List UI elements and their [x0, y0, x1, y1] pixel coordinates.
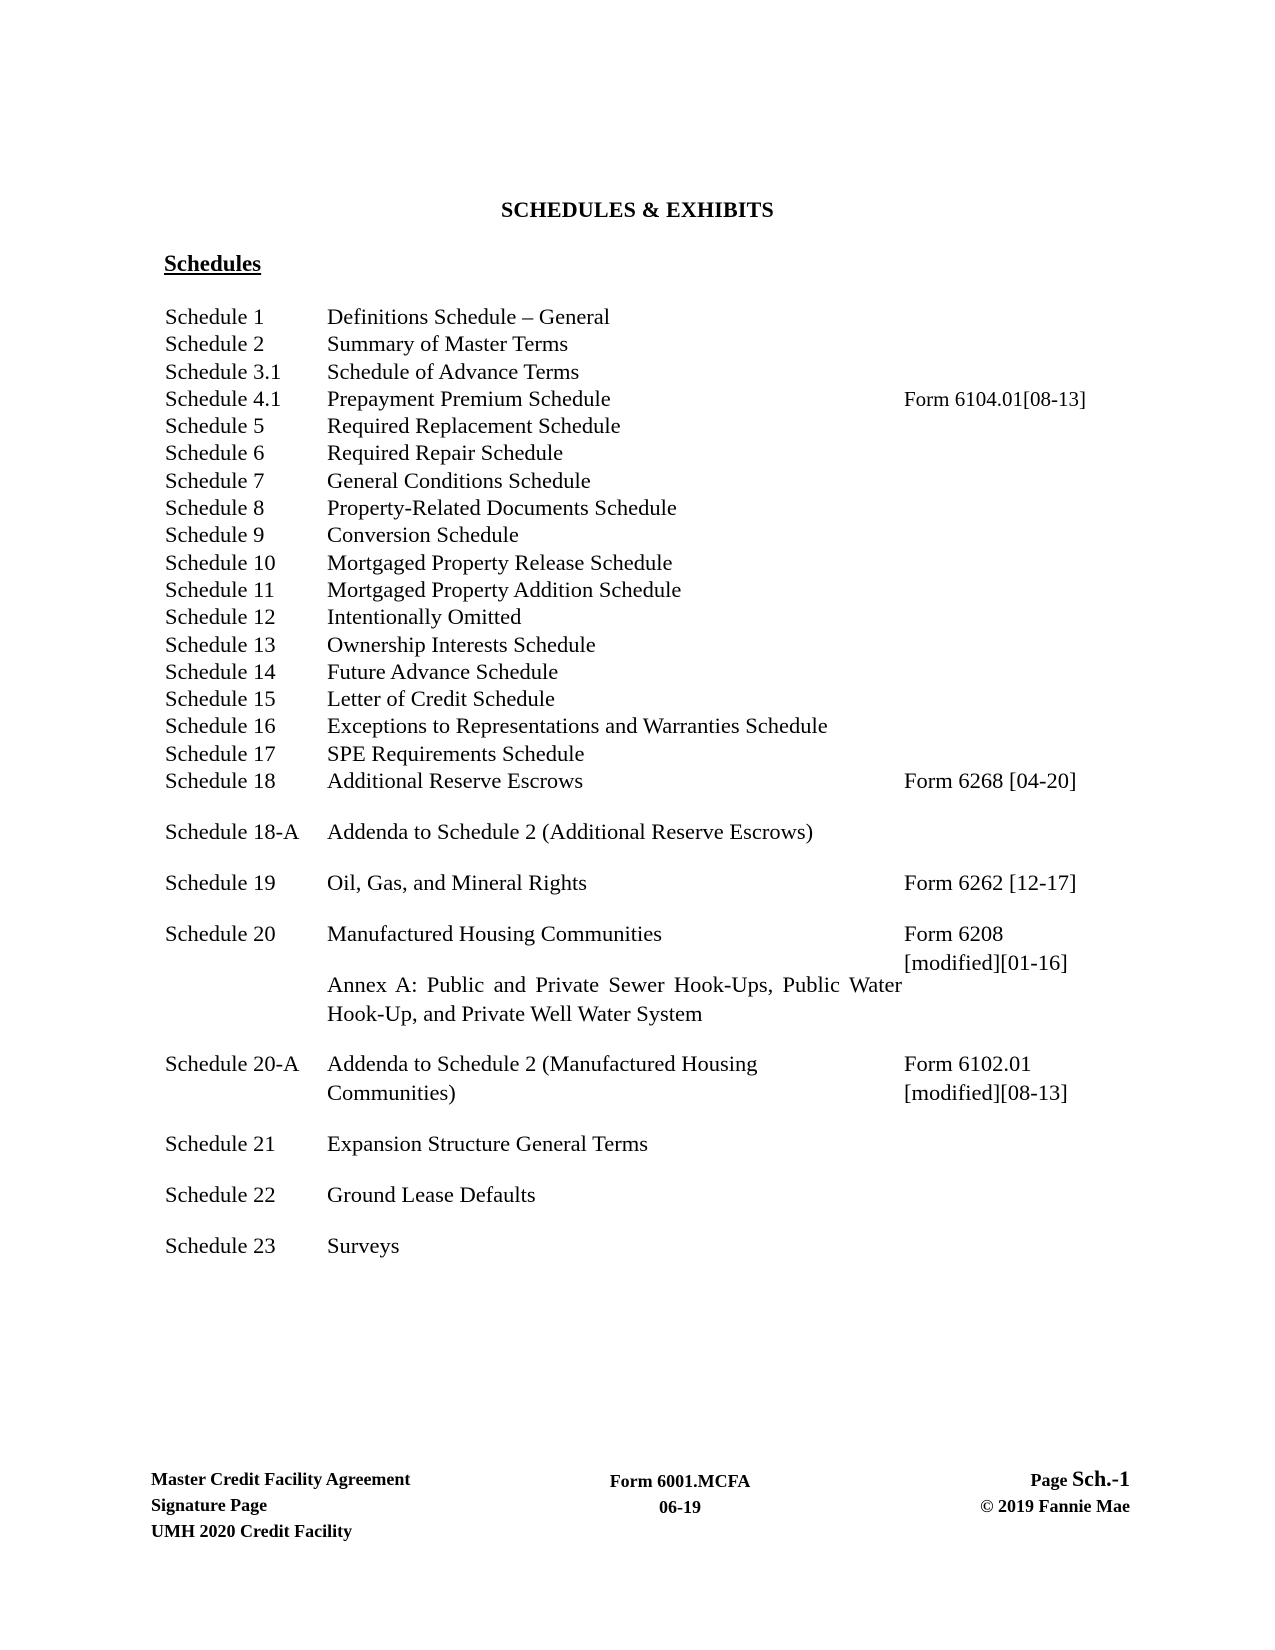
- list-item: [0, 1181, 1275, 1232]
- schedule-description: Summary of Master Terms: [327, 331, 569, 357]
- annex-description: Annex A: Public and Private Sewer Hook-Ups, Public Water Hook-Up, and Private Well Water System: [327, 972, 902, 1026]
- list-item: [0, 412, 1275, 439]
- schedule-description: Conversion Schedule: [327, 522, 519, 548]
- schedule-number: Schedule 10: [165, 549, 276, 575]
- footer-page-number: Sch.-1: [1071, 1466, 1130, 1491]
- schedule-number: Schedule 12: [165, 604, 276, 630]
- schedule-number: Schedule 20: [165, 921, 276, 947]
- list-item: [0, 712, 1275, 739]
- list-item: [0, 631, 1275, 658]
- schedule-description: Manufactured Housing Communities: [327, 921, 662, 947]
- schedule-number: Schedule 18-A: [165, 819, 300, 845]
- schedule-number: Schedule 19: [165, 870, 276, 896]
- list-item: [0, 303, 1275, 330]
- list-item: [0, 549, 1275, 576]
- list-item: [0, 685, 1275, 712]
- footer-page-label: Page: [1030, 1470, 1068, 1490]
- schedule-number: Schedule 6: [165, 440, 265, 466]
- schedule-number: Schedule 11: [165, 576, 275, 602]
- schedule-number: Schedule 9: [165, 522, 265, 548]
- schedule-number: Schedule 18: [165, 768, 276, 794]
- list-item: [0, 767, 1275, 818]
- list-item: [0, 740, 1275, 767]
- schedule-number: Schedule 16: [165, 713, 276, 739]
- list-item: [0, 467, 1275, 494]
- schedule-number: Schedule 21: [165, 1131, 276, 1157]
- schedule-description: Future Advance Schedule: [327, 658, 559, 684]
- list-item: [0, 1130, 1275, 1181]
- form-reference: Form 6104.01[08-13]: [904, 386, 1086, 411]
- schedule-number: Schedule 23: [165, 1233, 276, 1259]
- schedule-list: [0, 303, 1275, 1262]
- schedule-description: Letter of Credit Schedule: [327, 686, 556, 712]
- list-item: [0, 920, 1275, 975]
- schedule-description: Surveys: [327, 1233, 400, 1259]
- schedule-number: Schedule 4.1: [165, 385, 282, 411]
- schedule-description: Definitions Schedule – General: [327, 304, 611, 329]
- schedule-description: Mortgaged Property Addition Schedule: [327, 576, 682, 602]
- schedule-number: Schedule 1: [165, 304, 265, 329]
- list-item: [0, 330, 1275, 357]
- footer-form-date: 06-19: [659, 1497, 701, 1517]
- schedule-number: Schedule 15: [165, 686, 276, 712]
- schedule-description: Prepayment Premium Schedule: [327, 385, 611, 411]
- list-item: [0, 494, 1275, 521]
- schedule-number: Schedule 8: [165, 495, 265, 521]
- footer-right: [980, 1466, 1130, 1519]
- schedule-description: SPE Requirements Schedule: [327, 740, 585, 766]
- footer-facility-name: UMH 2020 Credit Facility: [151, 1521, 353, 1541]
- footer-page-type: Signature Page: [151, 1495, 268, 1515]
- schedule-description: Ground Lease Defaults: [327, 1182, 536, 1208]
- list-item: [0, 869, 1275, 920]
- footer-form-number: Form 6001.MCFA: [609, 1471, 751, 1491]
- schedule-number: Schedule 2: [165, 331, 265, 357]
- schedule-description: Oil, Gas, and Mineral Rights: [327, 870, 587, 896]
- schedule-number: Schedule 13: [165, 631, 276, 657]
- list-item: [0, 521, 1275, 548]
- list-item: [0, 358, 1275, 385]
- list-item: [0, 576, 1275, 603]
- footer-left: [151, 1466, 410, 1544]
- page-title: SCHEDULES & EXHIBITS: [501, 197, 774, 222]
- form-reference: Form 6208 [modified][01-16]: [904, 921, 1068, 975]
- schedule-number: Schedule 7: [165, 467, 265, 493]
- schedule-number: Schedule 3.1: [165, 358, 282, 384]
- list-item: [0, 1050, 1275, 1130]
- schedule-description: Required Replacement Schedule: [327, 413, 621, 439]
- list-item: [0, 658, 1275, 685]
- list-item: [0, 818, 1275, 869]
- footer-document-title: Master Credit Facility Agreement: [151, 1469, 411, 1489]
- schedule-number: Schedule 22: [165, 1182, 276, 1208]
- footer-copyright: © 2019 Fannie Mae: [980, 1496, 1130, 1516]
- schedule-description: Additional Reserve Escrows: [327, 768, 584, 794]
- section-heading: Schedules: [164, 251, 262, 276]
- list-item: [0, 1232, 1275, 1262]
- schedule-description: Property-Related Documents Schedule: [327, 495, 677, 521]
- schedule-number: Schedule 14: [165, 658, 276, 684]
- schedule-description: Exceptions to Representations and Warranties Schedule: [327, 713, 828, 739]
- schedule-description: Ownership Interests Schedule: [327, 631, 596, 657]
- footer-center: [560, 1468, 800, 1520]
- list-item: [0, 971, 1275, 1050]
- schedule-description: Required Repair Schedule: [327, 440, 564, 466]
- schedule-description: Addenda to Schedule 2 (Additional Reserve Escrows): [327, 819, 814, 845]
- schedule-number: Schedule 5: [165, 413, 265, 439]
- schedule-description: Schedule of Advance Terms: [327, 358, 580, 384]
- list-item: [0, 603, 1275, 630]
- schedule-description: Expansion Structure General Terms: [327, 1131, 649, 1157]
- schedule-number: Schedule 20-A: [165, 1051, 300, 1077]
- form-reference: Form 6262 [12-17]: [904, 870, 1077, 896]
- schedule-description: Addenda to Schedule 2 (Manufactured Housing Communities): [327, 1051, 758, 1105]
- form-reference: Form 6268 [04-20]: [904, 768, 1077, 794]
- list-item: [0, 385, 1275, 412]
- schedule-description: General Conditions Schedule: [327, 467, 591, 493]
- schedule-description: Intentionally Omitted: [327, 604, 522, 630]
- list-item: [0, 439, 1275, 466]
- form-reference: Form 6102.01 [modified][08-13]: [904, 1051, 1068, 1105]
- schedule-description: Mortgaged Property Release Schedule: [327, 549, 673, 575]
- schedule-number: Schedule 17: [165, 740, 276, 766]
